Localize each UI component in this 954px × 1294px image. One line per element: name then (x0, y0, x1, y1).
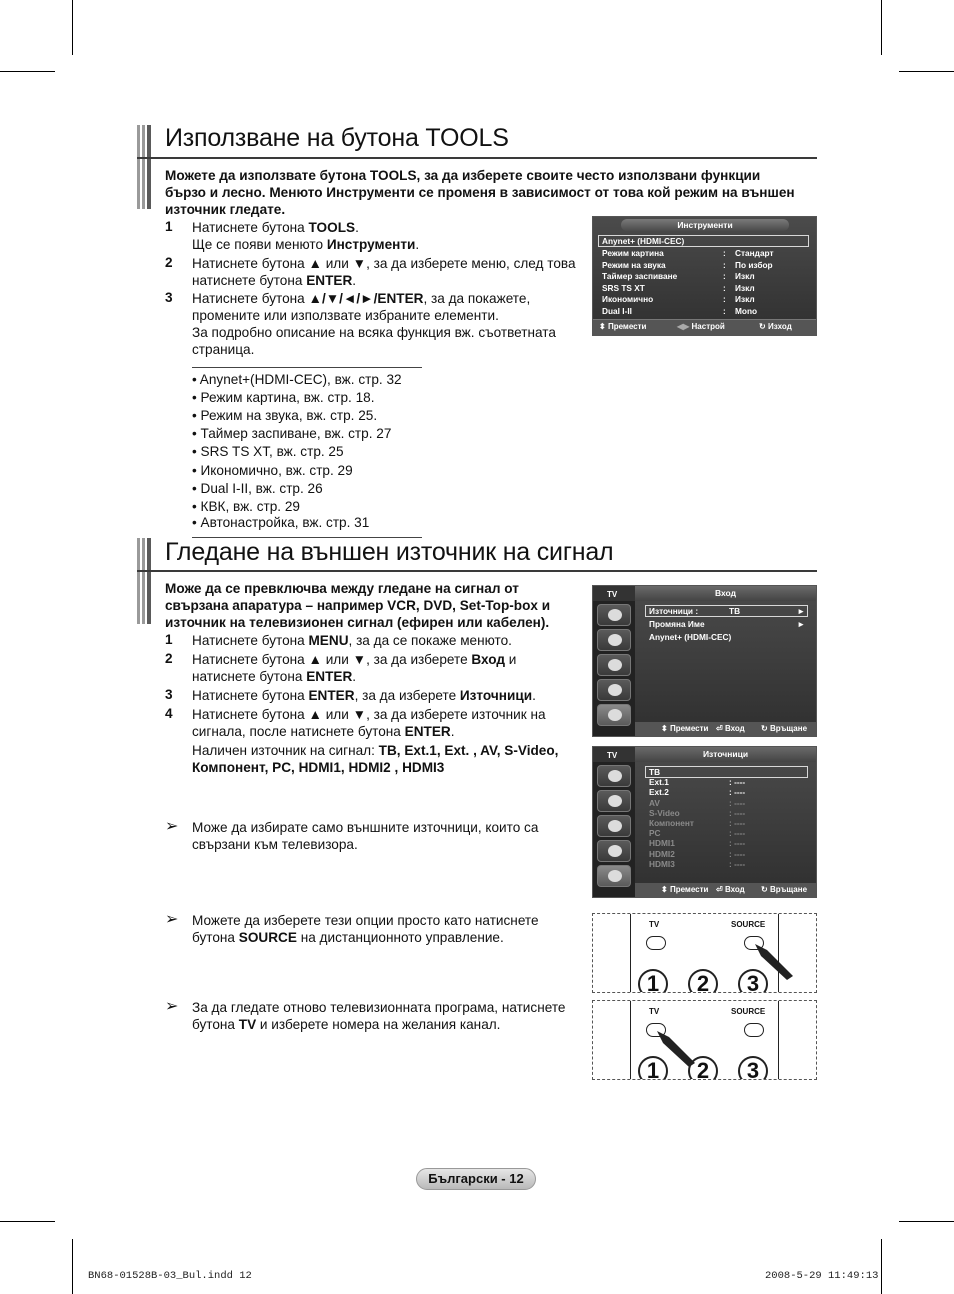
setup-icon[interactable] (597, 679, 631, 701)
crop-mark (72, 1239, 73, 1294)
return-icon: ↻ (761, 885, 770, 894)
tools-footer-exit: ↻ Изход (759, 322, 792, 331)
input-step-number: 4 (165, 706, 173, 721)
tools-step-text: Натиснете бутона ▲/▼/◄/►/ENTER, за да покажете, промените или използвате избраните елементи. За подробно описание на всяка функция вж. съответната страница. (192, 291, 556, 357)
sources-footer-move: ⬍ Премести (661, 885, 709, 894)
tools-step-number: 1 (165, 219, 173, 234)
tv-button-label: TV (649, 920, 660, 929)
input-row-label[interactable]: Промяна Име (649, 619, 705, 629)
tools-menu-selected-label: Anynet+ (HDMI-CEC) (602, 236, 685, 246)
title-underline (137, 157, 817, 159)
source-row-label[interactable]: HDMI3 (649, 858, 675, 869)
tools-row-sep: : (723, 294, 726, 304)
channel-icon[interactable] (597, 654, 631, 676)
bullet-item: • SRS TS XT, вж. стр. 25 (192, 444, 344, 459)
source-row-label[interactable]: Ext.1 (649, 777, 669, 788)
section1-intro: Можете да използвате бутона TOOLS, за да изберете своите често използвани функции бързо и лесно. Менюто Инструменти се променя в зависимост от това кой режим на външен източник гледате. (165, 168, 795, 217)
source-row-value: : ---- (729, 787, 746, 798)
note-text: Можете да изберете тези опции просто като натиснете бутона SOURCE на дистанционното управление. (192, 913, 539, 945)
tools-row-sep: : (723, 282, 726, 293)
source-row-label[interactable]: HDMI1 (649, 838, 675, 849)
input-menu-screen (592, 585, 817, 737)
source-row-value: : ---- (729, 777, 746, 788)
tools-row-value: Изкл (735, 282, 755, 293)
bullet-item: • КВК, вж. стр. 29 (192, 499, 300, 514)
input-step-text: Натиснете бутона MENU, за да се покаже менюто. (192, 633, 512, 648)
menu-sidebar (593, 586, 635, 736)
source-row-value: : ---- (729, 848, 746, 859)
input-row-label[interactable]: Източници : (649, 606, 699, 616)
enter-icon: ⏎ (716, 724, 725, 733)
remote-source-illustration (592, 913, 817, 993)
source-row-value: : ---- (729, 807, 746, 818)
sources-menu-screen (592, 746, 817, 898)
tools-step-number: 3 (165, 290, 173, 305)
source-row-value: : ---- (729, 828, 746, 839)
bullet-item: • Режим на звука, вж. стр. 25. (192, 408, 378, 423)
section-bar (137, 125, 151, 209)
picture-icon[interactable] (597, 604, 631, 626)
sources-menu-selected[interactable] (645, 766, 808, 778)
updown-icon: ⬍ (661, 885, 670, 894)
section-title-external: Гледане на външен източник на сигнал (165, 538, 614, 566)
source-row-label[interactable]: AV (649, 797, 660, 808)
section2-intro: Може да се превключва между гледане на сигнал от свързана апаратура – например VCR, DVD, Set-Top-box и източник на телевизионен сигнал (ефирен или кабелен). (165, 581, 551, 630)
input-footer-move: ⬍ Премести (661, 724, 709, 733)
crop-mark (899, 71, 954, 72)
source-row-value: : ---- (729, 858, 746, 869)
tools-menu-screen (592, 216, 817, 336)
source-row-value: : ---- (729, 838, 746, 849)
sources-footer-return: ↻ Връщане (761, 885, 808, 894)
tools-row-label[interactable]: Режим на звука (602, 259, 666, 270)
tools-row-label[interactable]: Dual I-II (602, 305, 632, 316)
input-icon[interactable] (597, 704, 631, 726)
menu-sidebar (593, 747, 635, 897)
imprint-file: BN68-01528B-03_Bul.indd 12 (88, 1270, 252, 1282)
input-step-text: Натиснете бутона ▲ или ▼, за да изберете източник на сигнала, после натиснете бутона ENTER. (192, 707, 546, 739)
note-arrow-icon: ➢ (165, 818, 179, 835)
input-step-text: Натиснете бутона ▲ или ▼, за да изберете Вход и натиснете бутона ENTER. (192, 652, 517, 684)
sound-icon[interactable] (597, 790, 631, 812)
remote-edge (630, 1001, 631, 1080)
tools-row-label[interactable]: Таймер заспиване (602, 271, 678, 281)
crop-mark (0, 71, 55, 72)
input-footer-enter: ⏎ Вход (716, 724, 745, 733)
crop-mark (72, 0, 73, 55)
digit-button-1[interactable]: 1 (638, 1056, 668, 1080)
digit-button-3[interactable]: 3 (738, 969, 768, 993)
tools-step-text: Натиснете бутона ▲ или ▼, за да изберете меню, след това натиснете бутона ENTER. (192, 256, 576, 288)
input-step-text: Натиснете бутона ENTER, за да изберете Източници. (192, 688, 536, 703)
tv-button-label: TV (649, 1007, 660, 1016)
source-row-label[interactable]: PC (649, 828, 661, 839)
note-text: Може да избирате само външните източници, които са свързани към телевизора. (192, 820, 539, 852)
tools-row-sep: : (723, 259, 726, 270)
tv-label: TV (593, 586, 635, 601)
source-row-label[interactable]: S-Video (649, 807, 680, 818)
input-footer-return: ↻ Връщане (761, 724, 808, 733)
channel-icon[interactable] (597, 815, 631, 837)
input-step-number: 1 (165, 632, 173, 647)
sources-menu-title: Източници (702, 749, 749, 759)
remote-tv-illustration (592, 1000, 817, 1080)
source-button-label: SOURCE (731, 1007, 766, 1016)
input-step-number: 2 (165, 651, 173, 666)
sources-footer-enter: ⏎ Вход (716, 885, 745, 894)
bullet-item: • Anynet+(HDMI-CEC), вж. стр. 32 (192, 372, 402, 387)
input-row-value: TB (729, 606, 741, 616)
crop-mark (881, 1239, 882, 1294)
tools-row-value: Стандарт (735, 248, 774, 258)
source-row-value: : ---- (729, 818, 746, 828)
updown-icon: ⬍ (661, 724, 670, 733)
pointer-arrow-icon (655, 1029, 705, 1069)
imprint-date: 2008-5-29 11:49:13 (765, 1270, 879, 1282)
tools-footer-move: ⬍ Премести (599, 322, 647, 331)
setup-icon[interactable] (597, 840, 631, 862)
tools-row-value: Изкл (735, 294, 755, 304)
digit-button-2[interactable]: 2 (688, 1056, 718, 1080)
tools-row-value: По избор (735, 259, 773, 270)
tools-row-sep: : (723, 305, 726, 316)
updown-icon: ⬍ (599, 322, 608, 331)
tools-footer-adjust: ◀▶ Настрой (677, 322, 725, 331)
input-row-label[interactable]: Anynet+ (HDMI-CEC) (649, 632, 732, 642)
tools-menu-title: Инструменти (677, 220, 733, 230)
source-button[interactable] (744, 1023, 764, 1037)
tools-row-label[interactable]: Режим картина (602, 248, 664, 258)
tools-step-text: Натиснете бутона TOOLS. Ще се появи менюто Инструменти. (192, 220, 420, 252)
bullet-item: • Таймер заспиване, вж. стр. 27 (192, 426, 392, 441)
remote-edge (630, 914, 631, 993)
tools-row-value: Изкл (735, 271, 755, 281)
digit-button-1[interactable]: 1 (638, 969, 668, 993)
chevron-right-icon: ► (797, 619, 806, 629)
bullet-item: • Автонастройка, вж. стр. 31 (192, 515, 370, 530)
bullet-item: • Икономично, вж. стр. 29 (192, 463, 353, 478)
chevron-right-icon: ► (797, 606, 806, 616)
tools-row-value: Mono (735, 305, 758, 316)
digit-button-3[interactable]: 3 (738, 1056, 768, 1080)
sound-icon[interactable] (597, 629, 631, 651)
pointer-arrow-icon (753, 942, 803, 982)
enter-icon: ⏎ (716, 885, 725, 894)
available-sources: Наличен източник на сигнал: TB, Ext.1, Ext. , AV, S-Video, Компонент, PC, HDMI1, HDMI2 , HDMI3 (192, 743, 559, 775)
digit-button-2[interactable]: 2 (688, 969, 718, 993)
leftright-icon: ◀▶ (677, 322, 692, 331)
return-icon: ↻ (761, 724, 770, 733)
source-row-value: : ---- (729, 797, 746, 808)
tools-row-label[interactable]: SRS TS XT (602, 282, 645, 293)
tools-row-label[interactable]: Икономично (602, 294, 654, 304)
tv-button[interactable] (646, 936, 666, 950)
note-arrow-icon: ➢ (165, 911, 179, 928)
bullet-item: • Dual I-II, вж. стр. 26 (192, 481, 323, 496)
crop-mark (899, 1221, 954, 1222)
return-icon: ↻ (759, 322, 768, 331)
remote-edge (778, 1001, 779, 1080)
source-row-label[interactable]: Компонент (649, 818, 694, 828)
section-title-tools: Използване на бутона TOOLS (165, 124, 509, 152)
tools-row-sep: : (723, 248, 726, 258)
source-row-label[interactable]: TB (649, 767, 661, 777)
bullets-top-rule (192, 367, 422, 368)
tv-label: TV (593, 747, 635, 762)
bullet-item: • Режим картина, вж. стр. 18. (192, 390, 375, 405)
source-button-label: SOURCE (731, 920, 766, 929)
picture-icon[interactable] (597, 765, 631, 787)
title-underline (137, 570, 817, 572)
crop-mark (881, 0, 882, 55)
input-step-number: 3 (165, 687, 173, 702)
input-icon[interactable] (597, 865, 631, 887)
input-menu-title: Вход (714, 588, 737, 598)
tools-row-sep: : (723, 271, 726, 281)
page-number: Български - 12 (416, 1168, 536, 1190)
tools-step-number: 2 (165, 255, 173, 270)
note-arrow-icon: ➢ (165, 998, 179, 1015)
section-bar (137, 538, 151, 624)
note-text: За да гледате отново телевизионната програма, натиснете бутона TV и изберете номера на желания канал. (192, 1000, 566, 1032)
source-row-label[interactable]: Ext.2 (649, 787, 669, 798)
crop-mark (0, 1221, 55, 1222)
source-row-label[interactable]: HDMI2 (649, 848, 675, 859)
